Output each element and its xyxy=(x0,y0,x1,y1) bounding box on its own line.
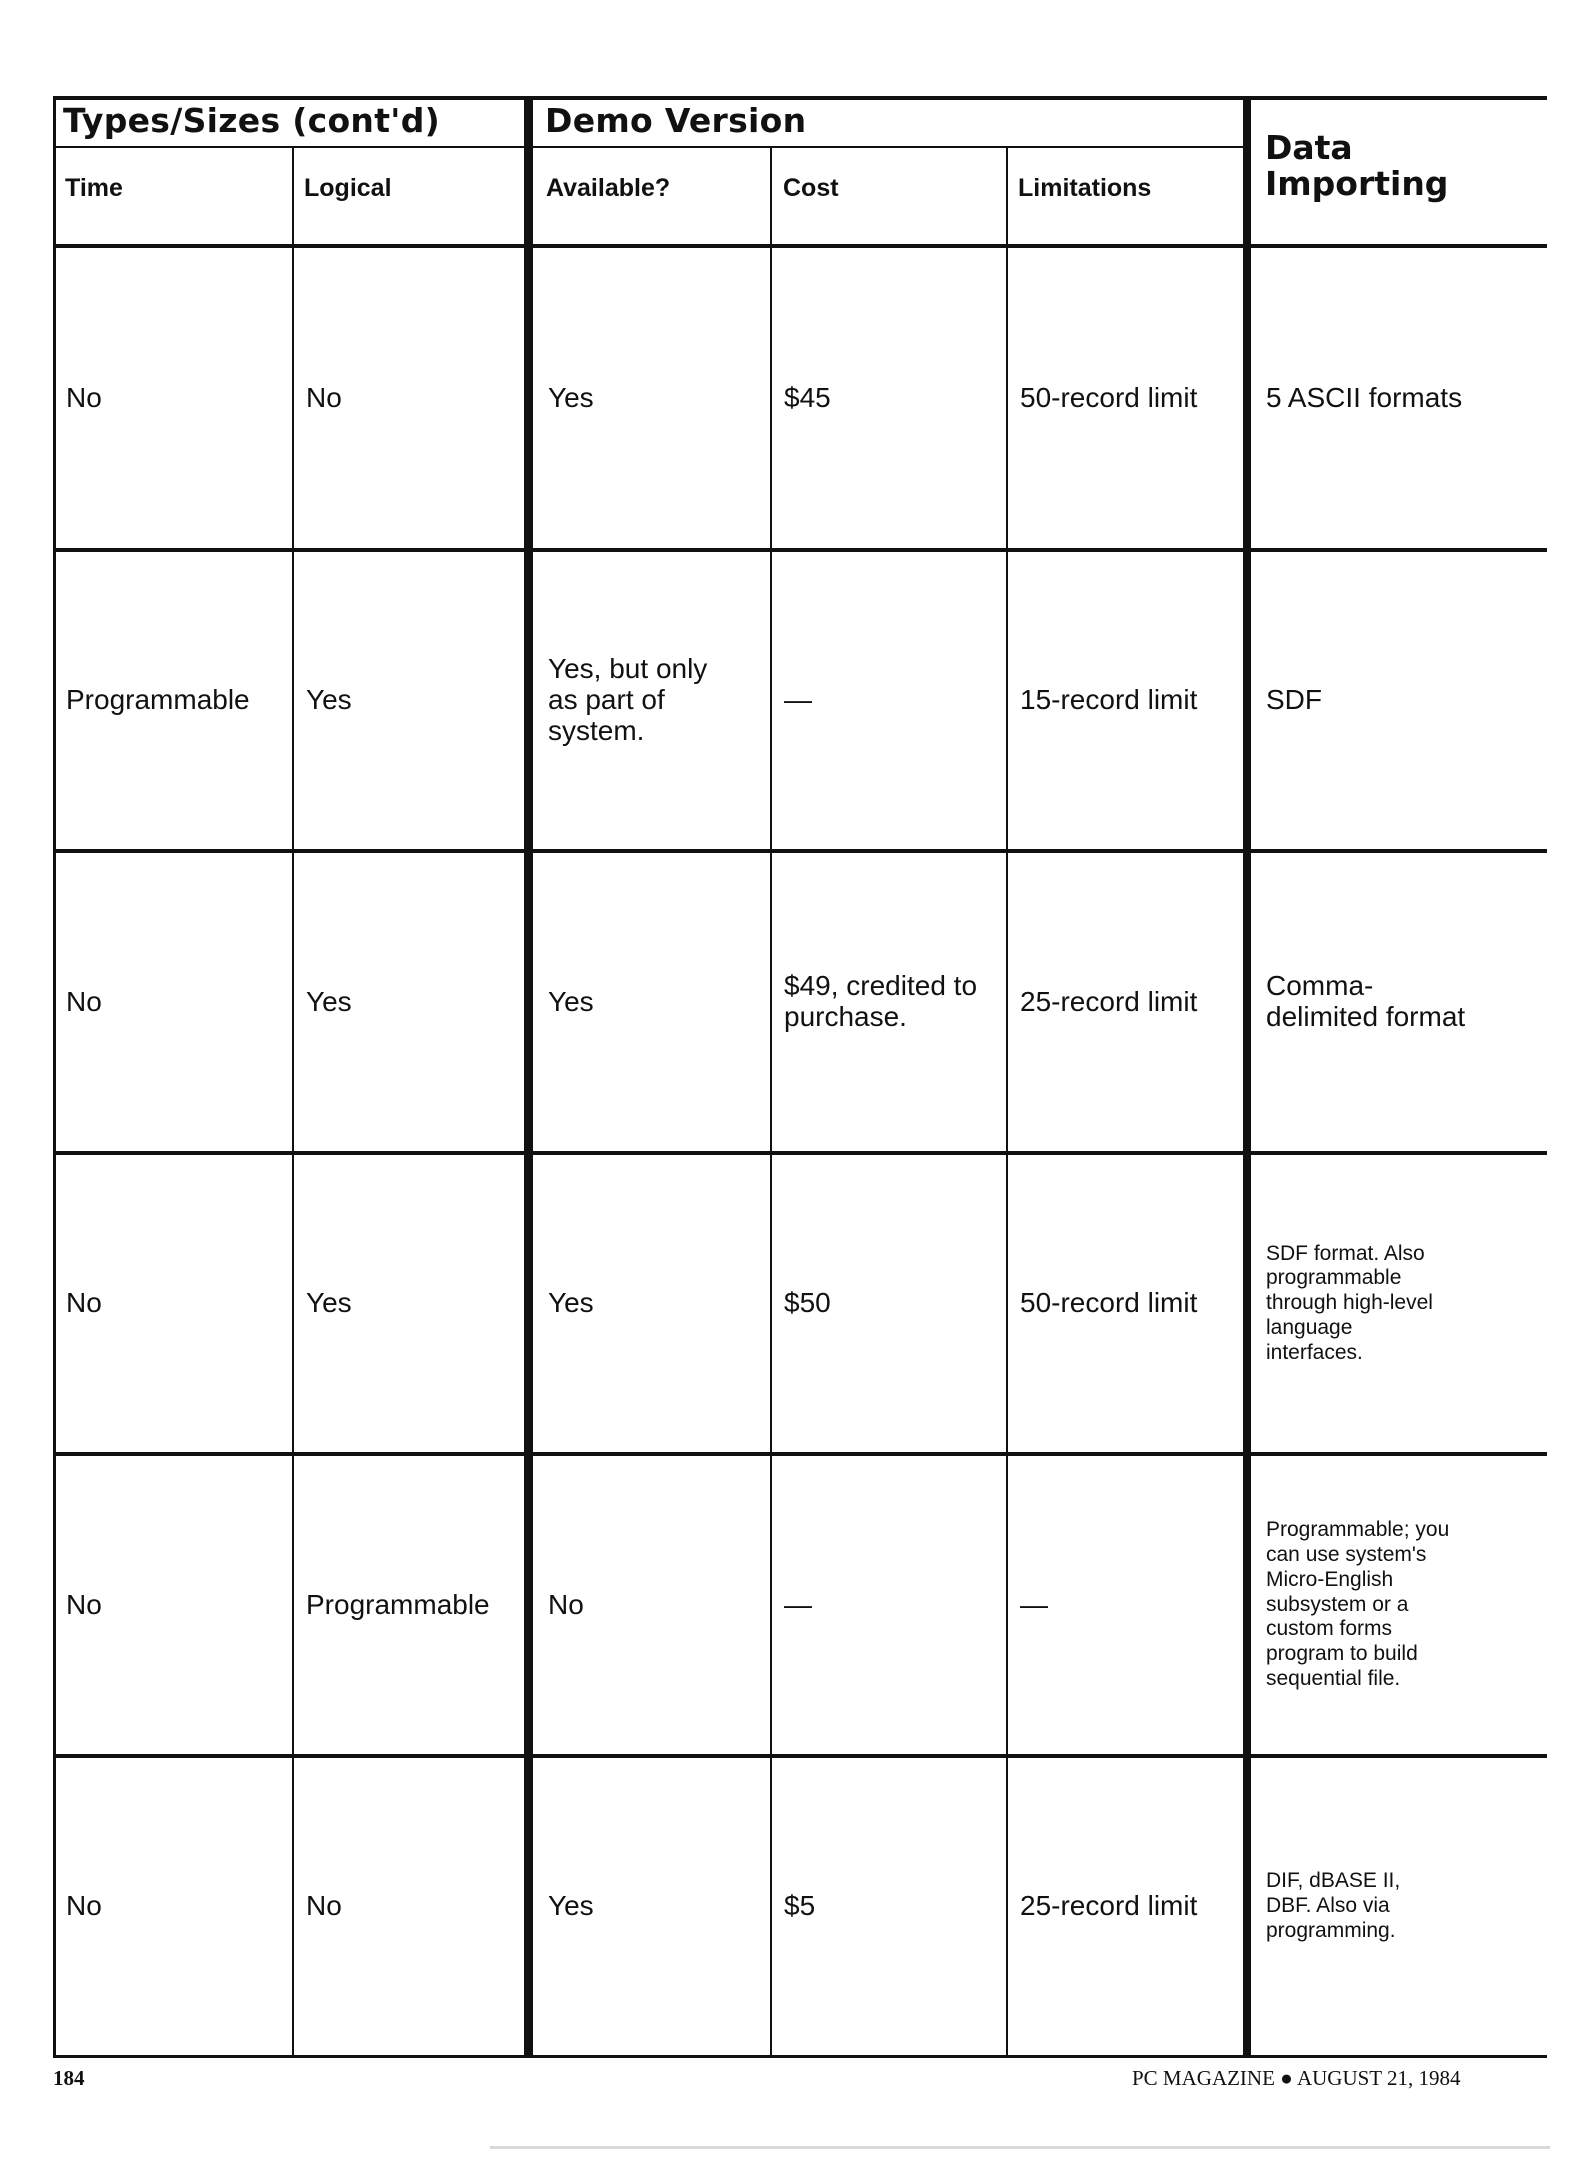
page-number: 184 xyxy=(53,2066,85,2090)
comparison-table xyxy=(53,96,1547,2058)
cell-available: Yes xyxy=(548,381,594,413)
cell-cost: $49, credited to purchase. xyxy=(784,970,978,1032)
column-divider xyxy=(1006,146,1008,2058)
cell-logical: Yes xyxy=(306,985,352,1017)
cell-limitations: 15-record limit xyxy=(1020,684,1198,716)
cell-importing: Programmable; you can use system's Micro-English subsystem or a custom forms program to build sequential file. xyxy=(1266,1518,1450,1690)
cell-logical: Programmable xyxy=(306,1588,490,1620)
cell-time: No xyxy=(66,985,102,1017)
cell-importing: DIF, dBASE II, DBF. Also via programming. xyxy=(1266,1869,1401,1942)
group-header-demo-version: Demo Version xyxy=(545,101,807,140)
table-bottom-border xyxy=(53,2055,1547,2058)
scan-edge-line xyxy=(490,2146,1550,2149)
column-header-data-importing: Data Importing xyxy=(1265,128,1449,204)
cell-time: No xyxy=(66,1588,102,1620)
cell-time: No xyxy=(66,1287,102,1319)
cell-importing: SDF format. Also programmable through high-level language interfaces. xyxy=(1266,1241,1433,1364)
cell-available: Yes, but only as part of system. xyxy=(548,653,708,746)
cell-cost: $50 xyxy=(784,1287,831,1319)
column-header-cost: Cost xyxy=(783,174,839,202)
cell-logical: No xyxy=(306,1890,342,1922)
group-divider-thick xyxy=(1243,96,1251,2058)
subheader-divider xyxy=(53,146,1245,148)
group-divider-thick xyxy=(524,96,533,2058)
cell-available: Yes xyxy=(548,985,594,1017)
group-header-types-sizes: Types/Sizes (cont'd) xyxy=(63,101,440,140)
cell-limitations: 50-record limit xyxy=(1020,1287,1198,1319)
cell-logical: No xyxy=(306,381,342,413)
column-header-logical: Logical xyxy=(304,174,392,202)
cell-importing: 5 ASCII formats xyxy=(1266,381,1463,413)
table-left-border xyxy=(53,96,56,2058)
cell-cost: — xyxy=(784,1588,812,1620)
cell-limitations: 25-record limit xyxy=(1020,985,1198,1017)
column-divider xyxy=(292,146,294,2058)
magazine-footer: PC MAGAZINE ● AUGUST 21, 1984 xyxy=(1132,2066,1461,2090)
cell-available: No xyxy=(548,1588,584,1620)
column-header-time: Time xyxy=(65,174,123,202)
cell-limitations: — xyxy=(1020,1588,1048,1620)
cell-importing: SDF xyxy=(1266,684,1322,716)
column-header-available: Available? xyxy=(546,174,671,202)
cell-cost: $45 xyxy=(784,381,831,413)
cell-logical: Yes xyxy=(306,1287,352,1319)
column-divider xyxy=(770,146,772,2058)
cell-time: No xyxy=(66,381,102,413)
cell-available: Yes xyxy=(548,1890,594,1922)
cell-limitations: 25-record limit xyxy=(1020,1890,1198,1922)
cell-cost: — xyxy=(784,684,812,716)
table-top-border xyxy=(53,96,1547,100)
cell-cost: $5 xyxy=(784,1890,816,1922)
column-header-limitations: Limitations xyxy=(1018,174,1152,202)
cell-limitations: 50-record limit xyxy=(1020,381,1198,413)
cell-time: Programmable xyxy=(66,684,250,716)
cell-importing: Comma- delimited format xyxy=(1266,970,1466,1032)
cell-logical: Yes xyxy=(306,684,352,716)
cell-available: Yes xyxy=(548,1287,594,1319)
cell-time: No xyxy=(66,1890,102,1922)
